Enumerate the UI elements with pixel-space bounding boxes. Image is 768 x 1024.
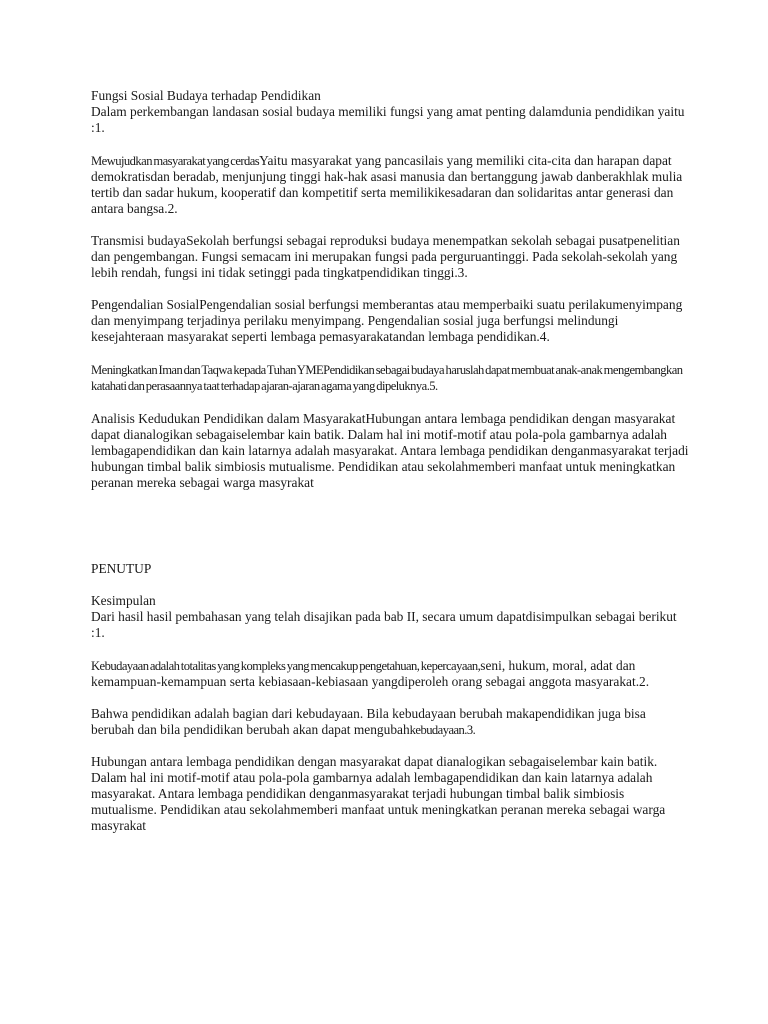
paragraph-iman-taqwa: Meningkatkan Iman dan Taqwa kepada Tuhan YMEPendidikan sebagai budaya haruslah dapat membuat anak-anak mengembangkan katahati dan perasaannya taat terhadap ajaran-ajaran agama yang dipeluknya.5. <box>91 363 683 393</box>
section-heading-penutup: PENUTUP <box>91 561 152 576</box>
conclusion-intro: Dari hasil hasil pembahasan yang telah disajikan pada bab II, secara umum dapatdisimpulkan sebagai berikut :1. <box>91 609 677 640</box>
conclusion-kebudayaan-rest: seni, hukum, moral, adat dan kemampuan-kemampuan serta kebiasaan-kebiasaan yangdiperoleh orang sebagai anggota masyarakat.2. <box>91 658 650 689</box>
conclusion-hubungan: Hubungan antara lembaga pendidikan dengan masyarakat dapat dianalogikan sebagaiselembar kain batik. Dalam hal ini motif-motif atau pola-pola gambarnya adalah lembagapendidikan dan kain latarnya adalah masyarakat. Antara lembaga pendidikan denganmasyarakat terjadi hubungan timbal balik simbiosis mutualisme. Pendidikan atau sekolahmemberi manfaat untuk meningkatkan peranan mereka sebagai warga masyrakat <box>91 754 666 833</box>
document-title: Fungsi Sosial Budaya terhadap Pendidikan <box>91 88 321 103</box>
paragraph-pengendalian-sosial: Pengendalian SosialPengendalian sosial berfungsi memberantas atau memperbaiki suatu perilakumenyimpang dan menyimpang terjadinya perilaku menyimpang. Pengendalian sosial juga berfungsi melindungi kesejahteraan masyarakat seperti lembaga pemasyarakatandan lembaga pendidikan.4. <box>91 297 683 344</box>
conclusion-pendidikan-tail: kebudayaan.3. <box>409 723 476 737</box>
paragraph-cerdas-rest: Yaitu masyarakat yang pancasilais yang memiliki cita-cita dan harapan dapat demokratisdan beradab, menjunjung tinggi hak-hak asasi manusia dan bertanggung jawab danberakhlak mulia tertib dan sadar hukum, kooperatif dan kompetitif serta memilikikesadaran dan solidaritas antar generasi dan antara bangsa.2. <box>91 153 683 216</box>
conclusion-kebudayaan-lead: Kebudayaan adalah totalitas yang kompleks yang mencakup pengetahuan, kepercayaan, <box>91 659 481 673</box>
conclusion-kebudayaan <box>91 658 691 690</box>
subheading-kesimpulan: Kesimpulan <box>91 593 156 608</box>
conclusion-pendidikan <box>91 706 691 738</box>
intro-paragraph: Dalam perkembangan landasan sosial budaya memiliki fungsi yang amat penting dalamdunia pendidikan yaitu :1. <box>91 104 685 135</box>
paragraph-cerdas-lead: Mewujudkan masyarakat yang cerdas <box>91 154 260 168</box>
conclusion-pendidikan-main: Bahwa pendidikan adalah bagian dari kebudayaan. Bila kebudayaan berubah makapendidikan juga bisa berubah dan bila pendidikan berubah akan dapat mengubah <box>91 706 646 737</box>
paragraph-analisis-kedudukan: Analisis Kedudukan Pendidikan dalam MasyarakatHubungan antara lembaga pendidikan dengan masyarakat dapat dianalogikan sebagaiselembar kain batik. Dalam hal ini motif-motif atau pola-pola gambarnya adalah lembagapendidikan dan kain latarnya adalah masyarakat. Antara lembaga pendidikan denganmasyarakat terjadi hubungan timbal balik simbiosis mutualisme. Pendidikan atau sekolahmemberi manfaat untuk meningkatkan peranan mereka sebagai warga masyrakat <box>91 411 689 490</box>
paragraph-cerdas <box>91 153 691 217</box>
document-intro-block <box>91 88 691 136</box>
paragraph-transmisi-budaya: Transmisi budayaSekolah berfungsi sebagai reproduksi budaya menempatkan sekolah sebagai pusatpenelitian dan pengembangan. Fungsi semacam ini merupakan fungsi pada perguruantinggi. Pada sekolah-sekolah yang lebih rendah, fungsi ini tidak setinggi pada tingkatpendidikan tinggi.3. <box>91 233 680 280</box>
document-page <box>91 88 691 834</box>
conclusion-block <box>91 593 691 641</box>
